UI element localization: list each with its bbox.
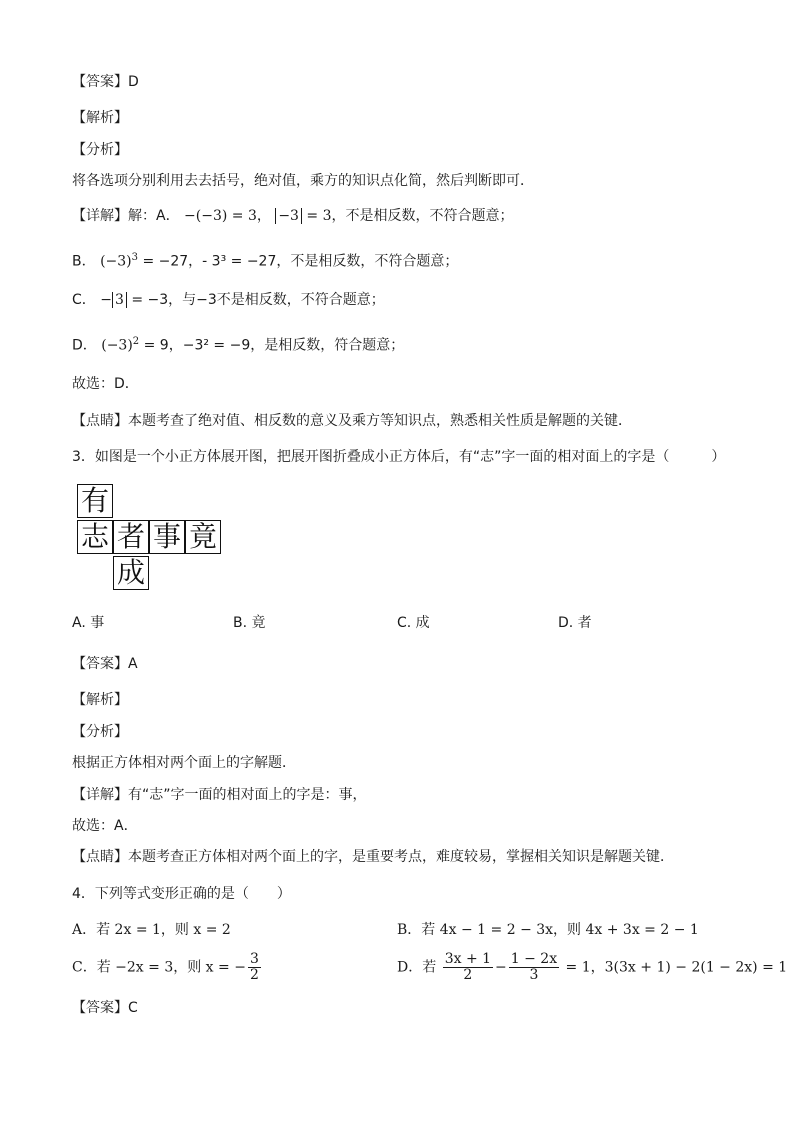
q2-line-c-pre: −: [100, 292, 112, 308]
q3-xiangjie-tag: 【详解】: [72, 787, 128, 803]
q3-guxuan: 故选：A．: [72, 818, 138, 834]
q3-option-c: C. 成: [397, 615, 430, 631]
q2-line-c: [72, 290, 385, 310]
q2-answer: [72, 72, 139, 92]
net-face-4: 竟: [185, 520, 221, 554]
q3-dianjing-text: 本题考查正方体相对两个面上的字，是重要考点，难度较易，掌握相关知识是解题关键．: [128, 849, 674, 865]
q4-option-d-pre: D．若: [397, 959, 437, 976]
q2-dianjing-tag: 【点睛】: [72, 413, 128, 429]
q4-option-d-f1-den: 2: [463, 967, 473, 983]
q2-answer-value: D: [128, 74, 139, 90]
q3-dianjing-tag: 【点睛】: [72, 849, 128, 865]
q3-answer-tag: 【答案】: [72, 656, 128, 672]
q3-jiexi-tag: 【解析】: [72, 692, 128, 708]
q4-option-d: [397, 952, 787, 983]
q2-line-a-abs: −3: [275, 208, 302, 224]
q3-option-d: D. 者: [558, 615, 592, 631]
q4-option-d-fraction-1: [443, 952, 493, 983]
q2-line-d-exp: 2: [132, 336, 140, 347]
q4-option-c-fraction: [248, 952, 261, 983]
q4-option-d-f2-den: 3: [529, 967, 539, 983]
net-face-top: 有: [77, 484, 113, 518]
q2-line-a-tail: ，不是相反数，不符合题意；: [331, 208, 514, 224]
q2-line-c-abs: 3: [112, 292, 127, 308]
q4-option-c-den: 2: [249, 967, 259, 983]
q2-xiangjie-tag: 【详解】: [72, 208, 128, 224]
q4-option-d-f1-num: 3x + 1: [444, 951, 492, 967]
q2-line-d-rest: = 9，−3² = −9，是相反数，符合题意；: [139, 337, 405, 354]
q4-answer-tag: 【答案】: [72, 1000, 128, 1016]
q2-line-b-exp: 3: [131, 252, 138, 263]
q4-answer-value: C: [128, 1000, 138, 1016]
q2-line-a: [72, 206, 514, 226]
q4-option-c: [72, 952, 263, 983]
cube-net-figure: [77, 484, 227, 594]
q2-fenxi-text: 将各选项分别利用去去括号，绝对值，乘方的知识点化简，然后判断即可．: [72, 173, 534, 189]
q4-option-a: A．若 2x = 1，则 x = 2: [72, 922, 231, 938]
q2-line-c-label: C．: [72, 292, 96, 308]
q3-option-b: B. 竟: [233, 615, 266, 631]
q2-dianjing: [72, 411, 632, 431]
q4-option-d-fraction-2: [509, 952, 559, 983]
q2-line-b-label: B．: [72, 253, 96, 270]
net-face-bottom: 成: [113, 556, 149, 590]
q4-option-d-minus: −: [495, 959, 507, 976]
q2-dianjing-text: 本题考查了绝对值、相反数的意义及乘方等知识点，熟悉相关性质是解题的关键．: [128, 413, 632, 429]
q4-option-d-rest: = 1，3(3x + 1) − 2(1 − 2x) = 1: [561, 959, 788, 976]
q2-fenxi-tag: 【分析】: [72, 142, 128, 158]
q4-option-b: B．若 4x − 1 = 2 − 3x，则 4x + 3x = 2 − 1: [397, 922, 699, 938]
q2-line-a-expr2-tail: = 3: [301, 208, 332, 224]
q2-line-d-label: D．: [72, 337, 97, 354]
q2-line-a-sep: ，: [256, 208, 271, 224]
q3-xiangjie: [72, 785, 367, 805]
q2-xiangjie-intro: 解：A．: [128, 208, 180, 224]
net-face-2: 者: [113, 520, 149, 554]
q3-stem: 3．如图是一个小正方体展开图，把展开图折叠成小正方体后，有“志”字一面的相对面上的字是（ ）: [72, 449, 726, 465]
q4-option-d-f2-num: 1 − 2x: [510, 951, 558, 967]
q3-dianjing: [72, 847, 674, 867]
q4-stem: 4．下列等式变形正确的是（ ）: [72, 886, 291, 902]
q2-line-b-rest: = −27，- 3³ = −27，不是相反数，不符合题意；: [138, 253, 459, 270]
q3-answer: [72, 654, 138, 674]
q4-answer: [72, 998, 138, 1018]
q3-fenxi-text: 根据正方体相对两个面上的字解题．: [72, 755, 296, 771]
q2-line-c-rest: = −3，与−3不是相反数，不符合题意；: [126, 292, 385, 308]
q2-answer-tag: 【答案】: [72, 74, 128, 90]
q2-line-b-expr: (−3): [100, 253, 132, 270]
q2-line-a-expr1: −(−3) = 3: [184, 208, 257, 224]
q2-line-b: [72, 248, 458, 272]
net-face-1: 志: [77, 520, 113, 554]
q4-option-c-pre: C．若 −2x = 3，则 x = −: [72, 959, 246, 976]
q4-option-c-num: 3: [249, 951, 259, 967]
net-face-3: 事: [149, 520, 185, 554]
q3-option-a: A. 事: [72, 615, 105, 631]
q3-answer-value: A: [128, 656, 138, 672]
q3-xiangjie-text: 有“志”字一面的相对面上的字是：事，: [128, 787, 367, 803]
q2-guxuan: 故选：D．: [72, 376, 139, 392]
q2-line-d-expr: (−3): [101, 337, 133, 354]
q3-fenxi-tag: 【分析】: [72, 724, 128, 740]
q2-line-d: [72, 332, 404, 356]
q2-jiexi-tag: 【解析】: [72, 110, 128, 126]
